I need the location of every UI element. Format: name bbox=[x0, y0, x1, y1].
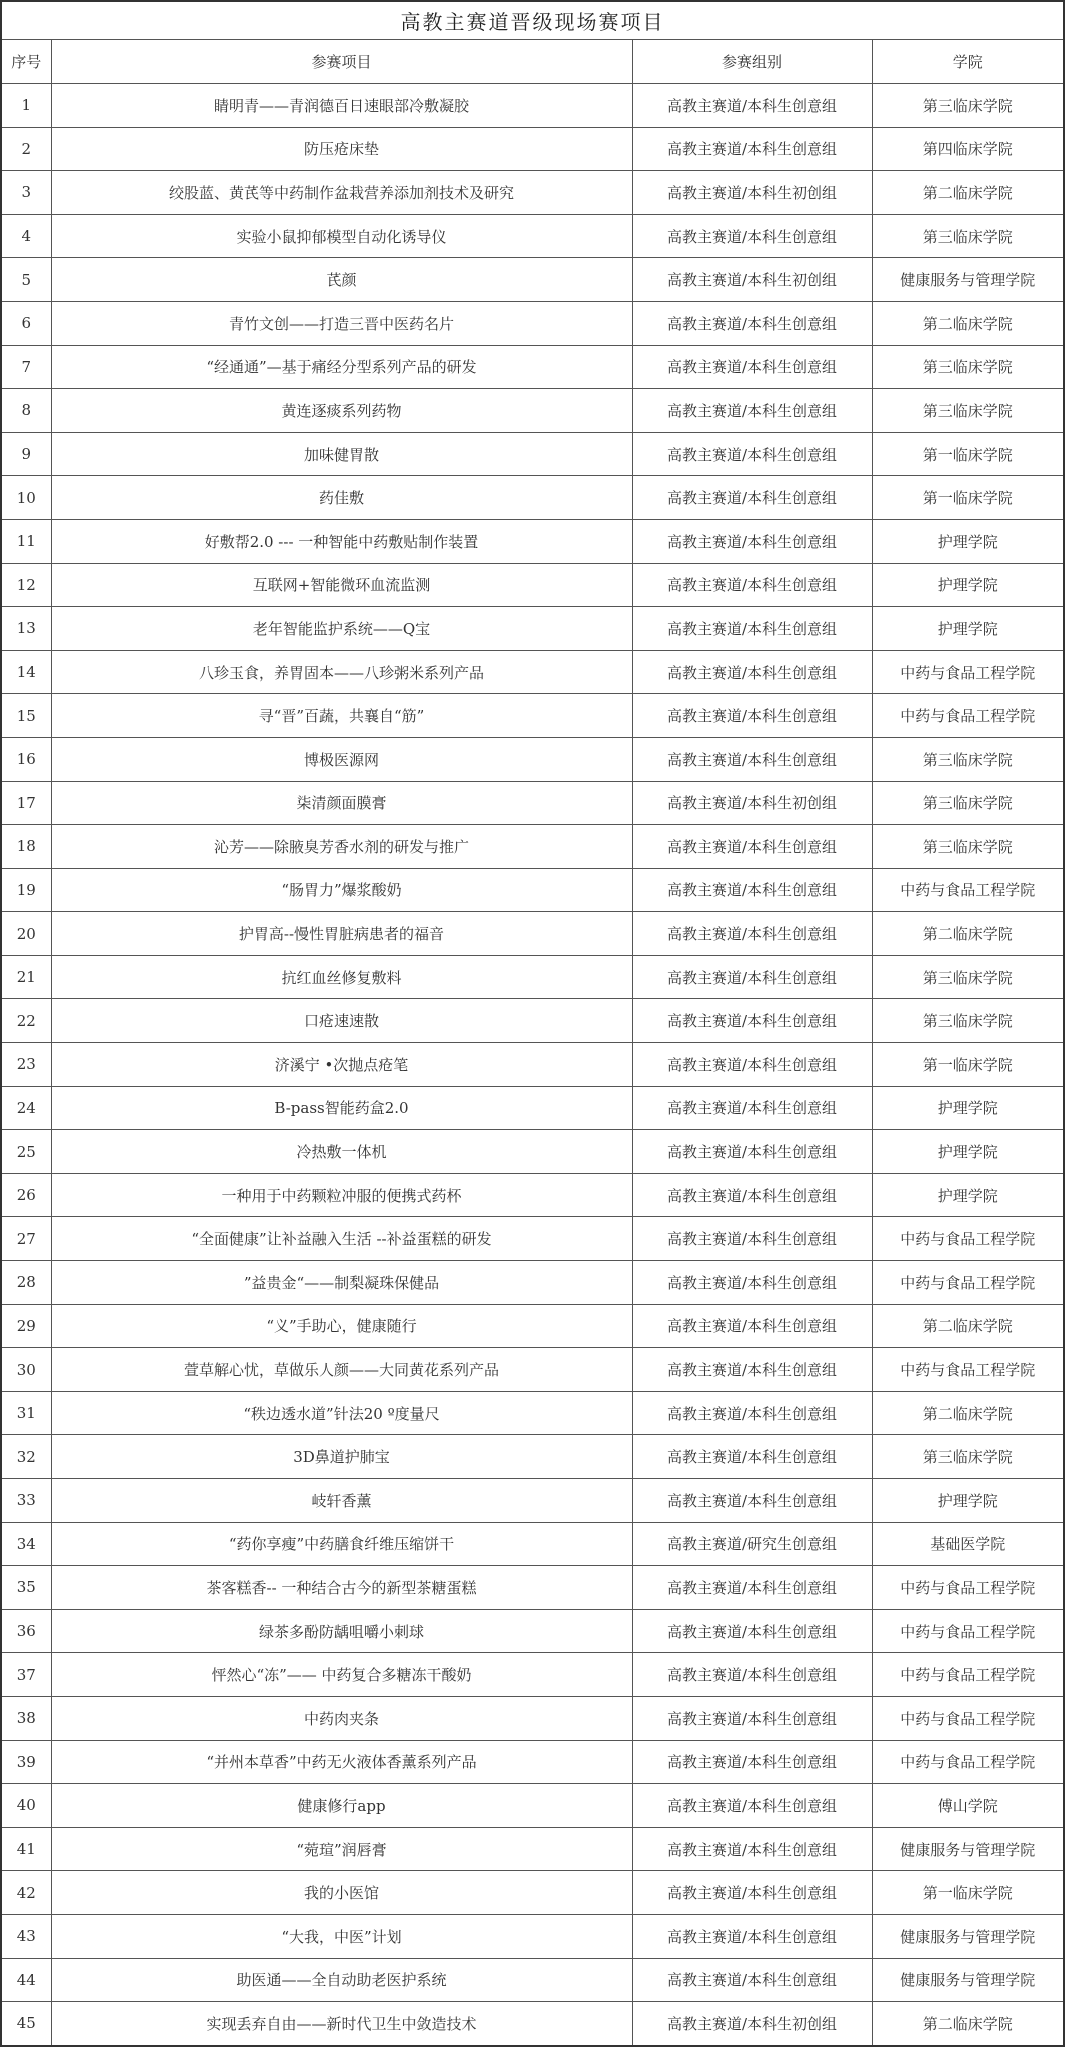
competition-group: 高教主赛道/本科生初创组 bbox=[632, 171, 872, 215]
project-name: 互联网+智能微环血流监测 bbox=[51, 563, 632, 607]
college-name: 护理学院 bbox=[872, 1130, 1064, 1174]
competition-group: 高教主赛道/本科生创意组 bbox=[632, 737, 872, 781]
table-row bbox=[1, 1696, 1064, 1740]
table-row bbox=[1, 1086, 1064, 1130]
competition-group: 高教主赛道/研究生创意组 bbox=[632, 1522, 872, 1566]
row-number: 40 bbox=[1, 1784, 51, 1828]
competition-group: 高教主赛道/本科生创意组 bbox=[632, 1958, 872, 2002]
project-name: 好敷帮2.0 --- 一种智能中药敷贴制作装置 bbox=[51, 519, 632, 563]
college-name: 第三临床学院 bbox=[872, 999, 1064, 1043]
competition-group: 高教主赛道/本科生创意组 bbox=[632, 1304, 872, 1348]
table-row bbox=[1, 1653, 1064, 1697]
project-name: 绿茶多酚防龋咀嚼小刺球 bbox=[51, 1609, 632, 1653]
table-row bbox=[1, 1609, 1064, 1653]
competition-group: 高教主赛道/本科生创意组 bbox=[632, 1653, 872, 1697]
table-row bbox=[1, 214, 1064, 258]
competition-group: 高教主赛道/本科生初创组 bbox=[632, 781, 872, 825]
project-name: “并州本草香”中药无火液体香薰系列产品 bbox=[51, 1740, 632, 1784]
competition-group: 高教主赛道/本科生创意组 bbox=[632, 650, 872, 694]
competition-group: 高教主赛道/本科生创意组 bbox=[632, 1566, 872, 1610]
row-number: 6 bbox=[1, 301, 51, 345]
college-name: 第三临床学院 bbox=[872, 781, 1064, 825]
row-number: 11 bbox=[1, 519, 51, 563]
college-name: 中药与食品工程学院 bbox=[872, 1348, 1064, 1392]
competition-group: 高教主赛道/本科生创意组 bbox=[632, 1740, 872, 1784]
competition-group: 高教主赛道/本科生创意组 bbox=[632, 1479, 872, 1523]
competition-group: 高教主赛道/本科生创意组 bbox=[632, 563, 872, 607]
project-name: 药佳敷 bbox=[51, 476, 632, 520]
competition-group: 高教主赛道/本科生创意组 bbox=[632, 912, 872, 956]
row-number: 33 bbox=[1, 1479, 51, 1523]
project-name: 3D鼻道护肺宝 bbox=[51, 1435, 632, 1479]
competition-group: 高教主赛道/本科生创意组 bbox=[632, 1261, 872, 1305]
college-name: 健康服务与管理学院 bbox=[872, 1827, 1064, 1871]
college-name: 第三临床学院 bbox=[872, 1435, 1064, 1479]
row-number: 17 bbox=[1, 781, 51, 825]
table-row bbox=[1, 1348, 1064, 1392]
project-name: 实验小鼠抑郁模型自动化诱导仪 bbox=[51, 214, 632, 258]
row-number: 42 bbox=[1, 1871, 51, 1915]
row-number: 39 bbox=[1, 1740, 51, 1784]
project-name: 助医通——全自动助老医护系统 bbox=[51, 1958, 632, 2002]
row-number: 25 bbox=[1, 1130, 51, 1174]
project-name: 萱草解心忧，草做乐人颜——大同黄花系列产品 bbox=[51, 1348, 632, 1392]
project-name: “经通通”—基于痛经分型系列产品的研发 bbox=[51, 345, 632, 389]
row-number: 41 bbox=[1, 1827, 51, 1871]
college-name: 第二临床学院 bbox=[872, 912, 1064, 956]
competition-group: 高教主赛道/本科生创意组 bbox=[632, 519, 872, 563]
row-number: 37 bbox=[1, 1653, 51, 1697]
row-number: 9 bbox=[1, 432, 51, 476]
row-number: 10 bbox=[1, 476, 51, 520]
table-row bbox=[1, 1391, 1064, 1435]
competition-group: 高教主赛道/本科生创意组 bbox=[632, 1086, 872, 1130]
row-number: 31 bbox=[1, 1391, 51, 1435]
table-row bbox=[1, 345, 1064, 389]
project-name: 茶客糕香-- 一种结合古今的新型茶糖蛋糕 bbox=[51, 1566, 632, 1610]
row-number: 38 bbox=[1, 1696, 51, 1740]
table-row bbox=[1, 1740, 1064, 1784]
college-name: 护理学院 bbox=[872, 1086, 1064, 1130]
table-row bbox=[1, 607, 1064, 651]
competition-group: 高教主赛道/本科生创意组 bbox=[632, 1217, 872, 1261]
college-name: 中药与食品工程学院 bbox=[872, 1653, 1064, 1697]
project-name: “大我，中医”计划 bbox=[51, 1914, 632, 1958]
competition-group: 高教主赛道/本科生创意组 bbox=[632, 1696, 872, 1740]
row-number: 27 bbox=[1, 1217, 51, 1261]
competition-group: 高教主赛道/本科生创意组 bbox=[632, 694, 872, 738]
table-row bbox=[1, 694, 1064, 738]
college-name: 基础医学院 bbox=[872, 1522, 1064, 1566]
competition-group: 高教主赛道/本科生创意组 bbox=[632, 389, 872, 433]
table-row bbox=[1, 650, 1064, 694]
competition-group: 高教主赛道/本科生创意组 bbox=[632, 1130, 872, 1174]
project-name: 防压疮床垫 bbox=[51, 127, 632, 171]
college-name: 护理学院 bbox=[872, 519, 1064, 563]
competition-group: 高教主赛道/本科生初创组 bbox=[632, 258, 872, 302]
table-row bbox=[1, 1522, 1064, 1566]
competition-group: 高教主赛道/本科生创意组 bbox=[632, 1871, 872, 1915]
college-name: 第一临床学院 bbox=[872, 1043, 1064, 1087]
college-name: 第三临床学院 bbox=[872, 389, 1064, 433]
college-name: 第二临床学院 bbox=[872, 171, 1064, 215]
table-row bbox=[1, 1958, 1064, 2002]
competition-group: 高教主赛道/本科生创意组 bbox=[632, 1391, 872, 1435]
table-row bbox=[1, 1914, 1064, 1958]
project-name: 健康修行app bbox=[51, 1784, 632, 1828]
table-row bbox=[1, 84, 1064, 128]
project-name: “义”手助心，健康随行 bbox=[51, 1304, 632, 1348]
project-name: 护胃高--慢性胃脏病患者的福音 bbox=[51, 912, 632, 956]
row-number: 14 bbox=[1, 650, 51, 694]
row-number: 36 bbox=[1, 1609, 51, 1653]
competition-group: 高教主赛道/本科生创意组 bbox=[632, 1173, 872, 1217]
row-number: 7 bbox=[1, 345, 51, 389]
college-name: 护理学院 bbox=[872, 1173, 1064, 1217]
competition-group: 高教主赛道/本科生创意组 bbox=[632, 868, 872, 912]
project-name: 寻“晋”百蔬，共襄自“筋” bbox=[51, 694, 632, 738]
college-name: 中药与食品工程学院 bbox=[872, 1609, 1064, 1653]
row-number: 23 bbox=[1, 1043, 51, 1087]
competition-group: 高教主赛道/本科生创意组 bbox=[632, 607, 872, 651]
college-name: 第三临床学院 bbox=[872, 84, 1064, 128]
competition-group: 高教主赛道/本科生创意组 bbox=[632, 825, 872, 869]
project-name: 中药肉夹条 bbox=[51, 1696, 632, 1740]
project-name: 睛明青——青润德百日速眼部冷敷凝胶 bbox=[51, 84, 632, 128]
table-row bbox=[1, 1435, 1064, 1479]
college-name: 第二临床学院 bbox=[872, 2002, 1064, 2046]
row-number: 3 bbox=[1, 171, 51, 215]
competition-group: 高教主赛道/本科生创意组 bbox=[632, 127, 872, 171]
project-name: B-pass智能药盒2.0 bbox=[51, 1086, 632, 1130]
row-number: 35 bbox=[1, 1566, 51, 1610]
table-row bbox=[1, 1871, 1064, 1915]
college-name: 第二临床学院 bbox=[872, 1391, 1064, 1435]
project-name: 冷热敷一体机 bbox=[51, 1130, 632, 1174]
table-row bbox=[1, 432, 1064, 476]
row-number: 45 bbox=[1, 2002, 51, 2046]
title-row bbox=[1, 1, 1064, 40]
college-name: 第二临床学院 bbox=[872, 1304, 1064, 1348]
college-name: 第一临床学院 bbox=[872, 432, 1064, 476]
college-name: 第四临床学院 bbox=[872, 127, 1064, 171]
header-college: 学院 bbox=[872, 40, 1064, 84]
college-name: 中药与食品工程学院 bbox=[872, 868, 1064, 912]
project-name: 柒清颜面膜膏 bbox=[51, 781, 632, 825]
table-row bbox=[1, 127, 1064, 171]
table-row bbox=[1, 1304, 1064, 1348]
table-row bbox=[1, 781, 1064, 825]
table-row bbox=[1, 825, 1064, 869]
table-row bbox=[1, 1217, 1064, 1261]
college-name: 第三临床学院 bbox=[872, 737, 1064, 781]
table-row bbox=[1, 1566, 1064, 1610]
row-number: 43 bbox=[1, 1914, 51, 1958]
college-name: 护理学院 bbox=[872, 563, 1064, 607]
table-row bbox=[1, 2002, 1064, 2046]
competition-group: 高教主赛道/本科生初创组 bbox=[632, 2002, 872, 2046]
row-number: 19 bbox=[1, 868, 51, 912]
table-row bbox=[1, 955, 1064, 999]
college-name: 护理学院 bbox=[872, 1479, 1064, 1523]
table-row bbox=[1, 563, 1064, 607]
project-name: 青竹文创——打造三晋中医药名片 bbox=[51, 301, 632, 345]
competition-group: 高教主赛道/本科生创意组 bbox=[632, 1348, 872, 1392]
college-name: 第三临床学院 bbox=[872, 214, 1064, 258]
college-name: 中药与食品工程学院 bbox=[872, 1261, 1064, 1305]
project-name: ”益贵金“——制梨凝珠保健品 bbox=[51, 1261, 632, 1305]
header-row bbox=[1, 40, 1064, 84]
row-number: 21 bbox=[1, 955, 51, 999]
competition-group: 高教主赛道/本科生创意组 bbox=[632, 301, 872, 345]
project-name: 黄连逐痰系列药物 bbox=[51, 389, 632, 433]
row-number: 13 bbox=[1, 607, 51, 651]
competition-group: 高教主赛道/本科生创意组 bbox=[632, 1827, 872, 1871]
project-name: 老年智能监护系统——Q宝 bbox=[51, 607, 632, 651]
table-row bbox=[1, 1784, 1064, 1828]
college-name: 健康服务与管理学院 bbox=[872, 1914, 1064, 1958]
project-name: 加味健胃散 bbox=[51, 432, 632, 476]
competition-group: 高教主赛道/本科生创意组 bbox=[632, 999, 872, 1043]
college-name: 第三临床学院 bbox=[872, 955, 1064, 999]
college-name: 健康服务与管理学院 bbox=[872, 258, 1064, 302]
table-row bbox=[1, 1173, 1064, 1217]
row-number: 12 bbox=[1, 563, 51, 607]
row-number: 2 bbox=[1, 127, 51, 171]
table-row bbox=[1, 1827, 1064, 1871]
row-number: 28 bbox=[1, 1261, 51, 1305]
competition-group: 高教主赛道/本科生创意组 bbox=[632, 955, 872, 999]
project-name: 岐轩香薰 bbox=[51, 1479, 632, 1523]
row-number: 8 bbox=[1, 389, 51, 433]
row-number: 32 bbox=[1, 1435, 51, 1479]
college-name: 护理学院 bbox=[872, 607, 1064, 651]
competition-group: 高教主赛道/本科生创意组 bbox=[632, 1435, 872, 1479]
college-name: 中药与食品工程学院 bbox=[872, 650, 1064, 694]
project-name: 芪颜 bbox=[51, 258, 632, 302]
competition-group: 高教主赛道/本科生创意组 bbox=[632, 476, 872, 520]
college-name: 中药与食品工程学院 bbox=[872, 1696, 1064, 1740]
table-row bbox=[1, 912, 1064, 956]
project-name: “肠胃力”爆浆酸奶 bbox=[51, 868, 632, 912]
table-body bbox=[1, 84, 1064, 2046]
table-row bbox=[1, 1479, 1064, 1523]
header-number: 序号 bbox=[1, 40, 51, 84]
competition-group: 高教主赛道/本科生创意组 bbox=[632, 1784, 872, 1828]
table-row bbox=[1, 999, 1064, 1043]
row-number: 15 bbox=[1, 694, 51, 738]
row-number: 29 bbox=[1, 1304, 51, 1348]
college-name: 第一临床学院 bbox=[872, 1871, 1064, 1915]
row-number: 26 bbox=[1, 1173, 51, 1217]
row-number: 18 bbox=[1, 825, 51, 869]
table-title: 高教主赛道晋级现场赛项目 bbox=[1, 1, 1064, 40]
college-name: 中药与食品工程学院 bbox=[872, 1566, 1064, 1610]
project-name: “秩边透水道”针法20 º度量尺 bbox=[51, 1391, 632, 1435]
college-name: 第一临床学院 bbox=[872, 476, 1064, 520]
row-number: 4 bbox=[1, 214, 51, 258]
project-name: “菀瑄”润唇膏 bbox=[51, 1827, 632, 1871]
college-name: 中药与食品工程学院 bbox=[872, 1217, 1064, 1261]
project-name: 一种用于中药颗粒冲服的便携式药杯 bbox=[51, 1173, 632, 1217]
table-row bbox=[1, 1261, 1064, 1305]
row-number: 22 bbox=[1, 999, 51, 1043]
competition-group: 高教主赛道/本科生创意组 bbox=[632, 345, 872, 389]
header-project: 参赛项目 bbox=[51, 40, 632, 84]
competition-group: 高教主赛道/本科生创意组 bbox=[632, 1914, 872, 1958]
table-row bbox=[1, 737, 1064, 781]
competition-group: 高教主赛道/本科生创意组 bbox=[632, 1043, 872, 1087]
competition-group: 高教主赛道/本科生创意组 bbox=[632, 1609, 872, 1653]
table-row bbox=[1, 258, 1064, 302]
table-row bbox=[1, 519, 1064, 563]
table-row bbox=[1, 389, 1064, 433]
project-name: “全面健康”让补益融入生活 --补益蛋糕的研发 bbox=[51, 1217, 632, 1261]
row-number: 16 bbox=[1, 737, 51, 781]
row-number: 5 bbox=[1, 258, 51, 302]
college-name: 第二临床学院 bbox=[872, 301, 1064, 345]
college-name: 中药与食品工程学院 bbox=[872, 694, 1064, 738]
project-name: 实现丢弃自由——新时代卫生中敛造技术 bbox=[51, 2002, 632, 2046]
row-number: 30 bbox=[1, 1348, 51, 1392]
table-row bbox=[1, 476, 1064, 520]
college-name: 第三临床学院 bbox=[872, 345, 1064, 389]
table-row bbox=[1, 171, 1064, 215]
project-name: 绞股蓝、黄芪等中药制作盆栽营养添加剂技术及研究 bbox=[51, 171, 632, 215]
table-row bbox=[1, 868, 1064, 912]
college-name: 第三临床学院 bbox=[872, 825, 1064, 869]
project-name: 济溪宁 •次抛点疮笔 bbox=[51, 1043, 632, 1087]
header-group: 参赛组别 bbox=[632, 40, 872, 84]
table-row bbox=[1, 301, 1064, 345]
project-name: 沁芳——除腋臭芳香水剂的研发与推广 bbox=[51, 825, 632, 869]
competition-group: 高教主赛道/本科生创意组 bbox=[632, 214, 872, 258]
project-name: 我的小医馆 bbox=[51, 1871, 632, 1915]
college-name: 健康服务与管理学院 bbox=[872, 1958, 1064, 2002]
project-name: 抗红血丝修复敷料 bbox=[51, 955, 632, 999]
project-name: 八珍玉食，养胃固本——八珍粥米系列产品 bbox=[51, 650, 632, 694]
project-name: “药你享瘦”中药膳食纤维压缩饼干 bbox=[51, 1522, 632, 1566]
competition-group: 高教主赛道/本科生创意组 bbox=[632, 432, 872, 476]
table-row bbox=[1, 1043, 1064, 1087]
project-name: 怦然心“冻”—— 中药复合多糖冻干酸奶 bbox=[51, 1653, 632, 1697]
project-name: 口疮速速散 bbox=[51, 999, 632, 1043]
college-name: 傅山学院 bbox=[872, 1784, 1064, 1828]
row-number: 1 bbox=[1, 84, 51, 128]
competition-group: 高教主赛道/本科生创意组 bbox=[632, 84, 872, 128]
table-row bbox=[1, 1130, 1064, 1174]
row-number: 44 bbox=[1, 1958, 51, 2002]
project-name: 博极医源网 bbox=[51, 737, 632, 781]
college-name: 中药与食品工程学院 bbox=[872, 1740, 1064, 1784]
row-number: 20 bbox=[1, 912, 51, 956]
row-number: 34 bbox=[1, 1522, 51, 1566]
row-number: 24 bbox=[1, 1086, 51, 1130]
